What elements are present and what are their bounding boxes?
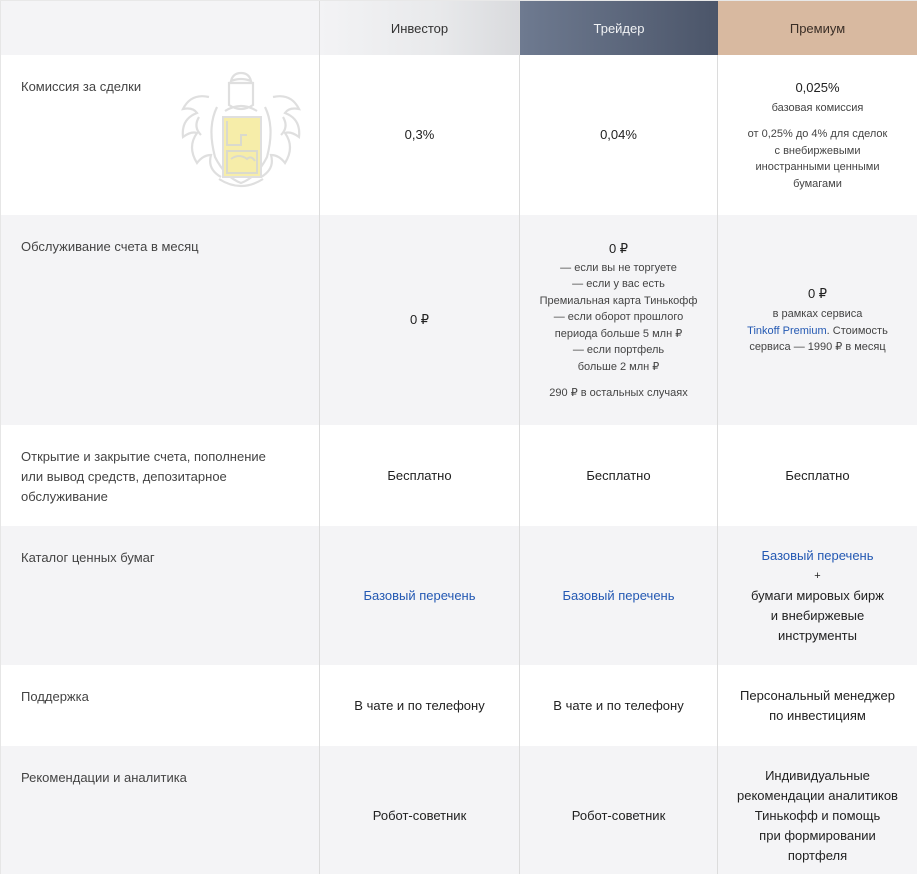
table-row-recommendations	[0, 746, 917, 874]
header-investor[interactable]: Инвестор	[320, 1, 520, 55]
investor-cell: Бесплатно	[320, 425, 520, 526]
row-label: Комиссия за сделки	[21, 79, 142, 94]
basic-list-link-trader[interactable]: Базовый перечень	[562, 587, 675, 603]
investor-cell: В чате и по телефону	[320, 665, 520, 746]
row-label-cell	[0, 215, 320, 425]
investor-cell: Робот-советник	[320, 746, 520, 874]
trader-cell: Робот-советник	[520, 746, 718, 874]
premium-cell: 0,025% базовая комиссия от 0,25% до 4% для сделок с внебиржевыми иностранными ценными бумагами	[747, 79, 888, 190]
row-label: Каталог ценных бумаг	[21, 550, 155, 565]
tinkoff-coat-of-arms-icon	[169, 67, 314, 197]
trader-cell	[520, 526, 718, 665]
header-empty-cell	[0, 1, 320, 55]
investor-cell: 0,3%	[320, 55, 520, 215]
table-row-securities-catalog	[0, 526, 917, 665]
row-label-cell	[0, 425, 320, 526]
premium-cell: Индивидуальные рекомендации аналитиков Тинькофф и помощь при формировании портфеля	[737, 768, 898, 863]
table-header	[0, 0, 917, 55]
row-label-cell	[0, 746, 320, 874]
premium-cell: 0 ₽ в рамках сервиса Tinkoff Premium. Стоимость сервиса — 1990 ₽ в месяц	[747, 286, 888, 354]
tinkoff-premium-link[interactable]: Tinkoff Premium	[747, 324, 827, 337]
row-label-cell	[0, 55, 320, 215]
row-label-cell	[0, 526, 320, 665]
table-row-monthly-fee	[0, 215, 917, 425]
row-label: Рекомендации и аналитика	[21, 770, 187, 785]
trader-cell: 0,04%	[520, 55, 718, 215]
trader-cell: Бесплатно	[520, 425, 718, 526]
table-row-commission	[0, 55, 917, 215]
investor-cell	[320, 526, 520, 665]
header-trader[interactable]: Трейдер	[520, 1, 718, 55]
premium-cell: Базовый перечень + бумаги мировых бирж и внебиржевые инструменты	[751, 547, 884, 643]
basic-list-link-investor[interactable]: Базовый перечень	[363, 587, 476, 603]
row-label: Поддержка	[21, 689, 89, 704]
table-row-support	[0, 665, 917, 746]
trader-cell: В чате и по телефону	[520, 665, 718, 746]
premium-cell: Персональный менеджер по инвестициям	[740, 687, 895, 723]
premium-cell: Бесплатно	[785, 467, 850, 483]
investor-cell: 0 ₽	[320, 215, 520, 425]
table-row-account-operations	[0, 425, 917, 526]
row-label: Открытие и закрытие счета, пополнение или вывод средств, депозитарное обслуживание	[21, 449, 266, 504]
row-label-cell	[0, 665, 320, 746]
row-label: Обслуживание счета в месяц	[21, 239, 199, 254]
header-premium[interactable]: Премиум	[718, 1, 917, 55]
trader-cell: 0 ₽ — если вы не торгуете — если у вас есть Премиальная карта Тинькофф — если оборот прошлого периода больше 5 млн ₽ — если портфель больше 2 млн ₽ 290 ₽ в остальных случаях	[520, 215, 718, 425]
basic-list-link-premium[interactable]: Базовый перечень	[761, 547, 874, 563]
